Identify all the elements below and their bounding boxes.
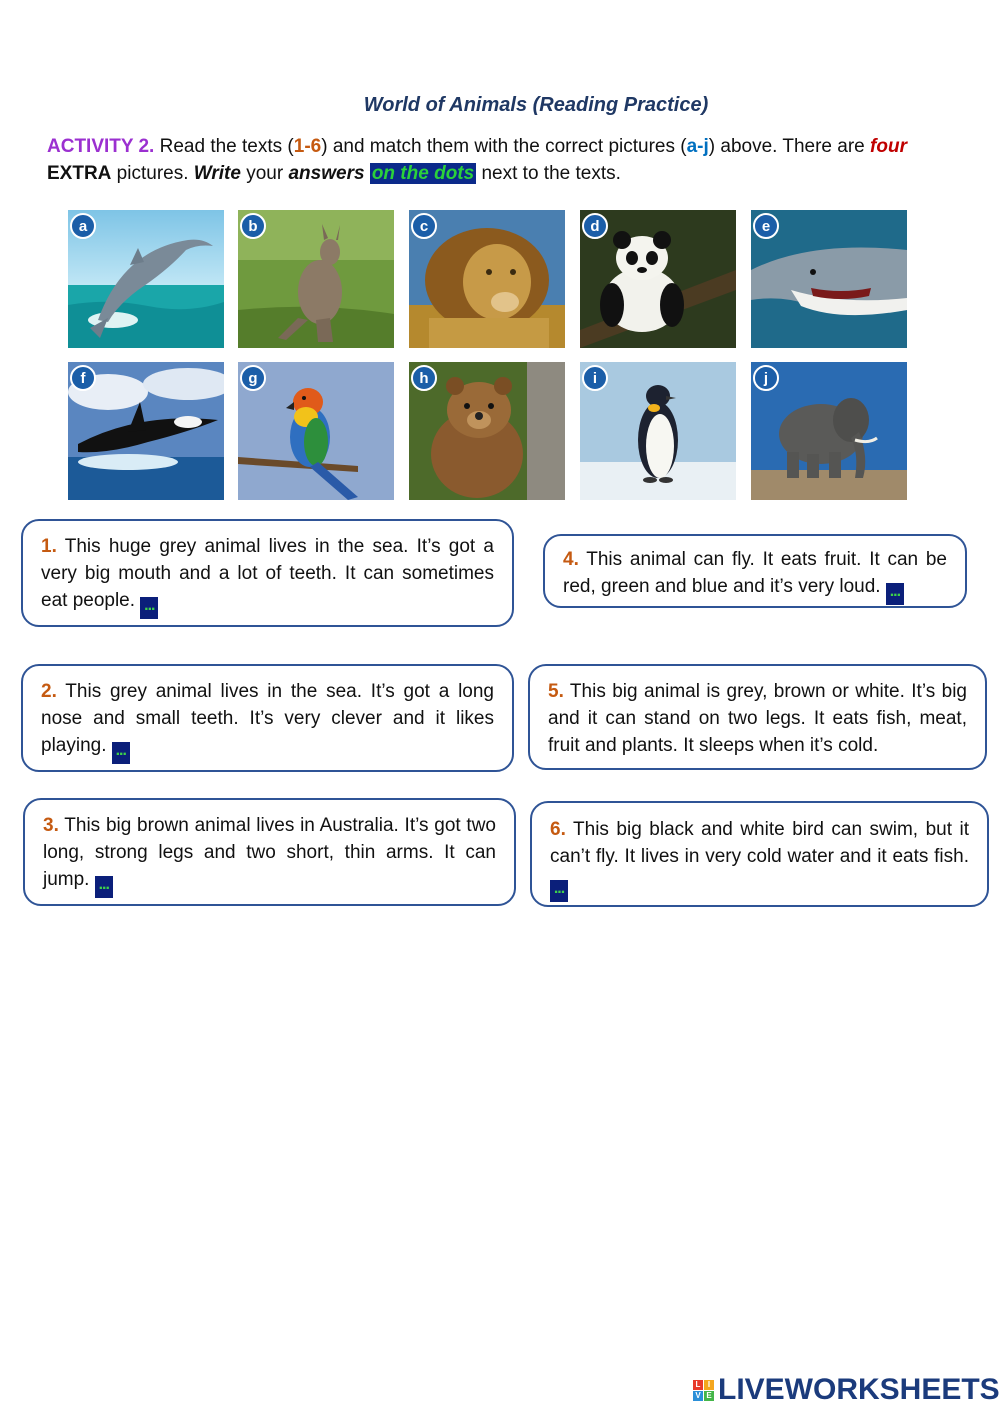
text-range: 1-6 — [293, 136, 322, 157]
text-number: 5. — [548, 681, 564, 702]
text-box-4 — [543, 534, 967, 608]
picture-letter: d — [582, 213, 608, 239]
text-body: This big brown animal lives in Australia. It’s got two long, strong legs and two short, thin arms. It can jump. — [43, 815, 496, 890]
picture-a-dolphin — [68, 210, 224, 348]
answer-field[interactable]: ... — [550, 880, 568, 902]
text-box-3 — [23, 798, 516, 906]
text-box-6 — [530, 801, 989, 907]
picture-i-penguin — [580, 362, 736, 500]
text-body: This animal can fly. It eats fruit. It can be red, green and blue and it’s very loud. — [563, 549, 947, 597]
answer-field[interactable]: ... — [886, 583, 904, 605]
picture-letter: f — [70, 365, 96, 391]
logo-text: LIVEWORKSHEETS — [718, 1373, 1000, 1406]
logo-mark-letter: L — [693, 1380, 703, 1390]
answer-field[interactable]: ... — [140, 597, 158, 619]
on-the-dots-highlight: on the dots — [371, 163, 475, 184]
instr-text: next to the texts. — [476, 163, 621, 184]
text-number: 3. — [43, 815, 59, 836]
logo-mark-letter: I — [704, 1380, 714, 1390]
text-box-1 — [21, 519, 514, 627]
text-body: This big animal is grey, brown or white. It’s big and it can stand on two legs. It eats fish, meat, fruit and plants. It sleeps when it’s cold. — [548, 681, 967, 756]
picture-h-bear — [409, 362, 565, 500]
activity-instructions — [47, 133, 947, 187]
picture-letter: g — [240, 365, 266, 391]
instr-text: your — [240, 163, 289, 184]
picture-letter: e — [753, 213, 779, 239]
picture-letter: b — [240, 213, 266, 239]
instr-text: ) and match them with the correct pictures ( — [321, 136, 687, 157]
answers-word: answers — [288, 163, 365, 184]
picture-d-panda — [580, 210, 736, 348]
text-number: 1. — [41, 536, 57, 557]
picture-b-kangaroo — [238, 210, 394, 348]
instr-text: pictures. — [111, 163, 194, 184]
instr-text: ) above. There are — [708, 136, 871, 157]
text-number: 4. — [563, 549, 579, 570]
text-body: This big black and white bird can swim, but it can’t fly. It lives in very cold water and it eats fish. — [550, 819, 969, 867]
picture-f-killer-whale — [68, 362, 224, 500]
text-number: 2. — [41, 681, 57, 702]
picture-c-lion — [409, 210, 565, 348]
picture-g-parrot — [238, 362, 394, 500]
text-box-2 — [21, 664, 514, 772]
text-box-5 — [528, 664, 987, 770]
answer-field[interactable]: ... — [95, 876, 113, 898]
text-body: This huge grey animal lives in the sea. It’s got a very big mouth and a lot of teeth. It can sometimes eat people. — [41, 536, 494, 611]
picture-e-shark — [751, 210, 907, 348]
picture-j-elephant — [751, 362, 907, 500]
answer-field[interactable]: ... — [112, 742, 130, 764]
activity-label: ACTIVITY 2. — [47, 136, 155, 157]
text-body: This grey animal lives in the sea. It’s got a long nose and small teeth. It’s very clever and it likes playing. — [41, 681, 494, 756]
picture-range: a-j — [686, 136, 709, 157]
logo-mark-letter: V — [693, 1391, 703, 1401]
extra-word: EXTRA — [47, 163, 112, 184]
page-title: World of Animals (Reading Practice) — [363, 94, 709, 116]
liveworksheets-logo — [693, 1374, 1000, 1406]
instr-text: Read the texts ( — [154, 136, 294, 157]
text-number: 6. — [550, 819, 566, 840]
picture-letter: i — [582, 365, 608, 391]
logo-mark-letter: E — [704, 1391, 714, 1401]
picture-letter: h — [411, 365, 437, 391]
picture-letter: c — [411, 213, 437, 239]
write-word: Write — [193, 163, 241, 184]
four-word: four — [870, 136, 907, 157]
picture-letter: j — [753, 365, 779, 391]
logo-mark-icon — [693, 1380, 714, 1401]
picture-letter: a — [70, 213, 96, 239]
